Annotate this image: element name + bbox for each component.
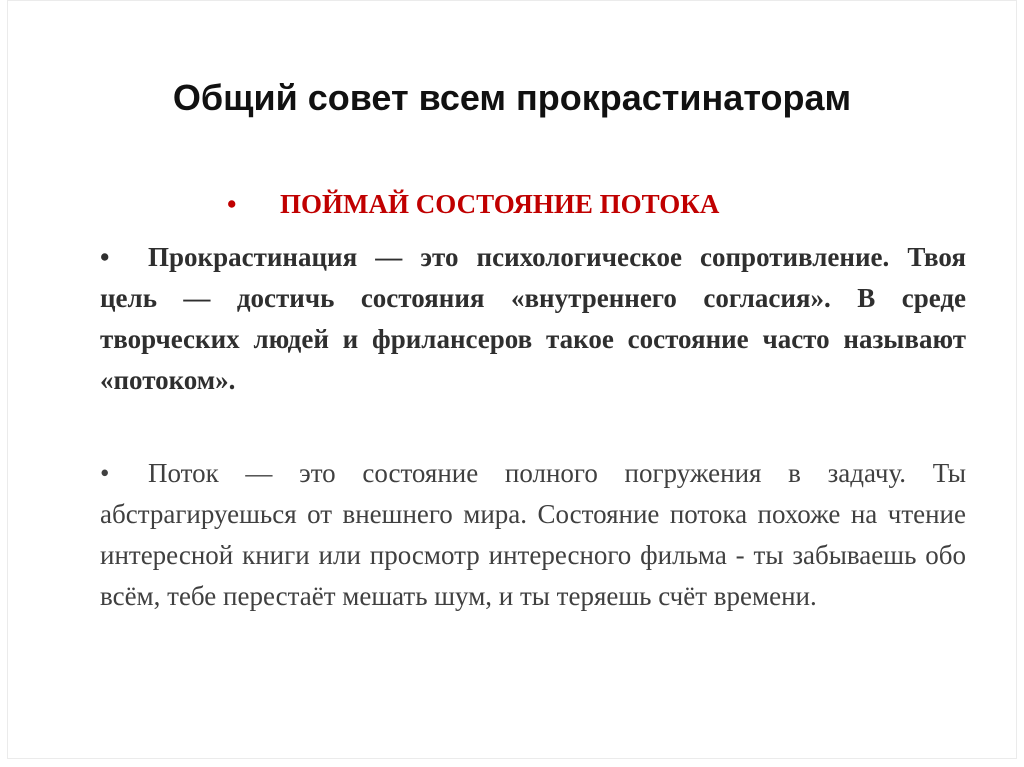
paragraph-procrastination (100, 237, 966, 401)
paragraph-bullet: • (100, 242, 110, 272)
paragraph-text: Поток — это состояние полного погружения в задачу. Ты абстрагируешься от внешнего мира. Состояние потока похоже на чтение интересной книги или просмотр интересного фильма - ты забываешь обо всём, тебе перестаёт мешать шум, и ты теряешь счёт времени. (100, 458, 966, 611)
subheading-bullet: • (227, 189, 237, 219)
paragraph-flow (100, 453, 966, 617)
subheading (227, 188, 719, 220)
subheading-text: ПОЙМАЙ СОСТОЯНИЕ ПОТОКА (280, 189, 720, 219)
slide-title: Общий совет всем прокрастинаторам (172, 77, 852, 118)
paragraph-text: Прокрастинация — это психологическое сопротивление. Твоя цель — достичь состояния «внутреннего согласия». В среде творческих людей и фрилансеров такое состояние часто называют «потоком». (100, 242, 966, 395)
paragraph-bullet: • (100, 458, 110, 488)
